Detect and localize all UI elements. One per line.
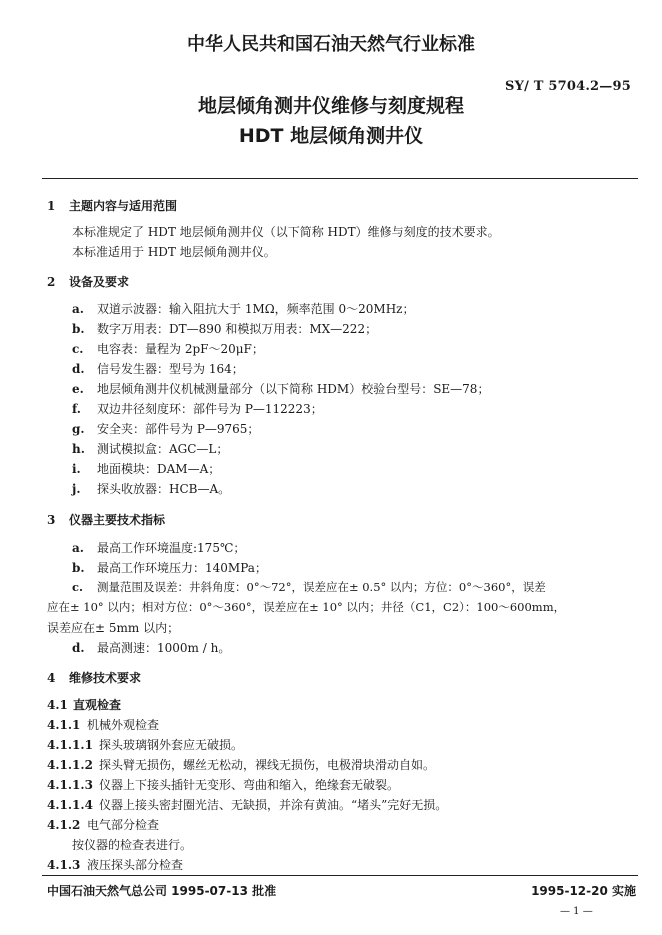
clause-text: 探头玻璃钢外套应无破损。 (99, 738, 244, 752)
list-item-label: a. (72, 302, 84, 316)
section-1-paragraph-2: 本标准适用于 HDT 地层倾角测井仪。 (72, 245, 276, 259)
subsection-heading (47, 716, 159, 733)
clause-number: 4.1.1.2 (47, 758, 93, 772)
list-item (72, 400, 323, 417)
clause-number: 4.1.1.3 (47, 778, 93, 792)
section-number: 1 (47, 199, 56, 213)
list-item (72, 639, 230, 656)
list-item-continuation: 应在± 10° 以内；相对方位：0°～360°，误差应在± 10° 以内；井径（C1，C2）：100～600mm， (47, 600, 566, 614)
section-title: 仪器主要技术指标 (69, 513, 166, 527)
list-item-text: 双边井径刻度环：部件号为 P—112223； (97, 402, 323, 416)
subsection-number: 4.1.2 (47, 818, 81, 832)
list-item-text: 电容表：量程为 2pF～20μF； (97, 342, 264, 356)
list-item-continuation: 误差应在± 5mm 以内； (47, 621, 180, 635)
footer-rule (42, 875, 638, 876)
standard-number: SY/ T 5704.2—95 (505, 79, 631, 94)
subsection-number: 4.1.1 (47, 718, 81, 732)
org-title: 中华人民共和国石油天然气行业标准 (187, 34, 475, 55)
subsection-heading (47, 816, 159, 833)
list-item (72, 460, 220, 477)
list-item (72, 480, 230, 497)
clause (47, 756, 435, 773)
section-2-heading (47, 273, 129, 290)
list-item-label: j. (72, 482, 81, 496)
section-title: 主题内容与适用范围 (69, 199, 178, 213)
section-1-heading (47, 197, 177, 214)
subsection-title: 液压探头部分检查 (87, 858, 184, 872)
section-number: 2 (47, 275, 56, 289)
subsection-number: 4.1 (47, 698, 68, 712)
list-item-label: g. (72, 422, 85, 436)
list-item-label: h. (72, 442, 85, 456)
list-item-label: b. (72, 561, 85, 575)
list-item (72, 340, 264, 357)
subsection-number: 4.1.3 (47, 858, 81, 872)
list-item-text: 最高测速：1000m / h。 (97, 641, 231, 655)
clause-number: 4.1.1.4 (47, 798, 93, 812)
section-1-paragraph-1: 本标准规定了 HDT 地层倾角测井仪（以下简称 HDT）维修与刻度的技术要求。 (72, 225, 500, 239)
list-item-text: 最高工作环境温度:175℃； (97, 541, 246, 555)
list-item (72, 300, 414, 317)
section-title: 维修技术要求 (69, 671, 142, 685)
document-subtitle: HDT 地层倾角测井仪 (238, 125, 424, 147)
list-item (72, 559, 267, 576)
list-item-text: 地层倾角测井仪机械测量部分（以下简称 HDM）校验台型号：SE—78； (97, 382, 490, 396)
list-item-label: f. (72, 402, 81, 416)
document-title: 地层倾角测井仪维修与刻度规程 (197, 95, 464, 117)
section-number: 4 (47, 671, 56, 685)
list-item-text: 数字万用表：DT—890 和模拟万用表：MX—222； (97, 322, 378, 336)
list-item-text: 探头收放器：HCB—A。 (97, 482, 231, 496)
list-item (72, 579, 546, 595)
subsection-title: 电气部分检查 (87, 818, 160, 832)
header-rule (42, 178, 638, 179)
subsection-title: 直观检查 (73, 698, 122, 712)
list-item (72, 440, 228, 457)
list-item-text: 双道示波器：输入阻抗大于 1MΩ，频率范围 0～20MHz； (97, 302, 415, 316)
subsection-paragraph: 按仪器的检查表进行。 (72, 838, 193, 852)
clause (47, 796, 447, 813)
list-item-label: d. (72, 641, 85, 655)
clause-text: 仪器上下接头插针无变形、弯曲和缩入，绝缘套无破裂。 (99, 778, 400, 792)
list-item-label: i. (72, 462, 81, 476)
list-item-label: c. (72, 342, 84, 356)
section-4-heading (47, 669, 141, 686)
list-item-label: b. (72, 322, 85, 336)
list-item-text: 地面模块：DAM—A； (97, 462, 221, 476)
list-item (72, 380, 489, 397)
list-item (72, 320, 377, 337)
list-item-label: c. (72, 580, 84, 594)
list-item (72, 539, 245, 556)
subsection-heading (47, 696, 121, 713)
page-number: — 1 — (560, 906, 593, 917)
list-item (72, 420, 259, 437)
section-title: 设备及要求 (69, 275, 130, 289)
list-item-text: 信号发生器：型号为 164； (97, 362, 244, 376)
subsection-title: 机械外观检查 (87, 718, 160, 732)
list-item-text: 测量范围及误差：井斜角度：0°～72°，误差应在± 0.5° 以内；方位：0°～360°，误差 (97, 580, 546, 594)
list-item-label: a. (72, 541, 84, 555)
subsection-heading (47, 856, 183, 873)
clause-number: 4.1.1.1 (47, 738, 93, 752)
clause-text: 仪器上接头密封圈光洁、无缺损，并涂有黄油。“堵头”完好无损。 (99, 798, 448, 812)
list-item (72, 360, 244, 377)
clause (47, 736, 243, 753)
clause (47, 776, 399, 793)
section-3-heading (47, 511, 165, 528)
effective-date: 1995-12-20 实施 (531, 884, 636, 898)
list-item-text: 测试模拟盒：AGC—L； (97, 442, 229, 456)
section-number: 3 (47, 513, 56, 527)
list-item-label: e. (72, 382, 84, 396)
clause-text: 探头臂无损伤，螺丝无松动，裸线无损伤，电极滑块滑动自如。 (99, 758, 436, 772)
list-item-text: 安全夹：部件号为 P—9765； (97, 422, 260, 436)
list-item-text: 最高工作环境压力：140MPa； (97, 561, 267, 575)
approval-line: 中国石油天然气总公司 1995-07-13 批准 (47, 884, 277, 898)
list-item-label: d. (72, 362, 85, 376)
